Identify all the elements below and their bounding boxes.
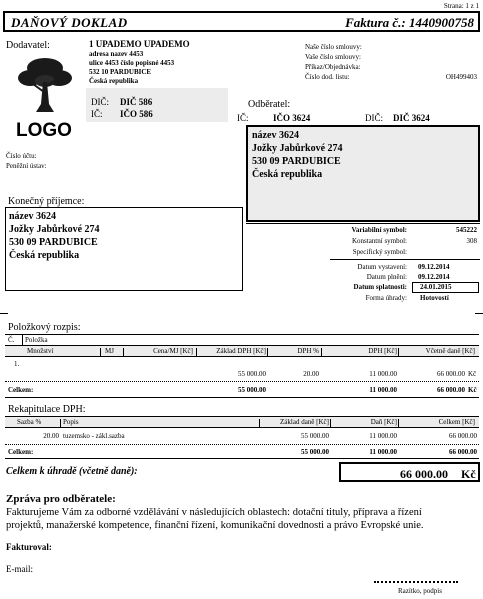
message-title: Zpráva pro odběratele:	[6, 493, 116, 505]
items-row-total: 66 000.00	[437, 370, 465, 378]
invoice-number: Faktura č.: 1440900758	[345, 15, 474, 30]
dates-divider	[330, 259, 480, 260]
contract-yours-label: Vaše číslo smlouvy:	[305, 53, 361, 61]
recap-tick	[330, 419, 331, 427]
taxable-date-value: 09.12.2014	[418, 273, 450, 281]
contract-ours-label: Naše číslo smlouvy:	[305, 43, 362, 51]
delivery-note-value: OH499403	[445, 73, 477, 81]
customer-line3: 530 09 PARDUBICE	[252, 156, 341, 167]
recap-row-vat: 11 000.00	[369, 432, 397, 440]
supplier-label: Dodavatel:	[6, 40, 50, 51]
items-row-divider	[5, 381, 479, 382]
items-col-vat: DPH [Kč]	[368, 347, 397, 355]
customer-line1: název 3624	[252, 130, 299, 141]
constant-symbol-value: 308	[466, 237, 477, 245]
customer-line2: Jožky Jabůrkové 274	[252, 143, 343, 154]
recap-col-base: Základ daně [Kč]	[280, 418, 329, 426]
specific-symbol-label: Specifický symbol:	[352, 248, 407, 256]
items-col-separator	[22, 334, 23, 345]
recap-bottom-line	[5, 458, 479, 459]
page-counter: Strana: 1 z 1	[443, 2, 479, 10]
total-due-currency: Kč	[461, 467, 476, 481]
items-tick	[321, 348, 322, 356]
recap-row-total: 66 000.00	[449, 432, 477, 440]
message-line2: projektů, manažerské kompetence, finanční řízení, komunikační dovednosti a právo Evropské unie.	[6, 520, 424, 531]
items-tick	[100, 348, 101, 356]
items-sum-total: 66 000.00	[437, 386, 465, 394]
items-tick	[196, 348, 197, 356]
recap-tick	[398, 419, 399, 427]
payment-method-value: Hotovostí	[420, 294, 449, 302]
items-top-line	[5, 334, 479, 335]
supplier-dic-value: DIČ 586	[120, 97, 153, 107]
recap-header-row	[5, 416, 479, 428]
separator-tick-right	[475, 313, 483, 314]
total-due-value: 66 000.00	[400, 467, 448, 481]
items-col-base: Základ DPH [Kč]	[216, 347, 266, 355]
due-date-label: Datum splatnosti:	[353, 283, 407, 291]
items-section-title: Položkový rozpis:	[8, 322, 81, 333]
final-recipient-line2: Jožky Jabůrkové 274	[9, 224, 100, 235]
bank-label: Peněžní ústav:	[6, 162, 47, 170]
items-sum-label: Celkem:	[8, 386, 34, 394]
items-col-qty: Množství	[27, 347, 54, 355]
issue-date-label: Datum vystavení:	[357, 263, 407, 271]
items-sum-vat: 11 000.00	[369, 386, 397, 394]
recap-sum-base: 55 000.00	[301, 448, 329, 456]
items-col-vat-pct: DPH %	[297, 347, 319, 355]
final-recipient-line4: Česká republika	[9, 250, 80, 261]
separator-tick-left	[0, 313, 8, 314]
tree-logo-icon	[16, 54, 74, 114]
issued-by-label: Fakturoval:	[6, 542, 52, 552]
customer-label: Odběratel:	[248, 99, 291, 110]
payment-method-label: Forma úhrady:	[365, 294, 407, 302]
items-col-total: Včetně daně [Kč]	[425, 347, 475, 355]
items-bottom-line	[5, 397, 479, 398]
customer-line4: Česká republika	[252, 169, 323, 180]
supplier-line2: ulice 4453 číslo popisné 4453	[89, 59, 175, 67]
items-row-no: 1.	[14, 360, 20, 368]
items-col-unit: MJ	[105, 347, 114, 355]
items-sum-base: 55 000.00	[238, 386, 266, 394]
items-row-currency: Kč	[468, 370, 477, 378]
recap-section-title: Rekapitulace DPH:	[8, 404, 86, 415]
final-recipient-line1: název 3624	[9, 211, 56, 222]
items-row-base: 55 000.00	[238, 370, 266, 378]
items-tick	[123, 348, 124, 356]
order-label: Příkaz/Objednávka:	[305, 63, 361, 71]
logo-text: LOGO	[16, 120, 72, 141]
signature-label: Razítko, podpis	[398, 587, 442, 595]
supplier-ic-value: IČO 586	[120, 109, 153, 119]
items-tick	[267, 348, 268, 356]
items-col-item: Položka	[25, 336, 48, 344]
account-label: Číslo účtu:	[6, 152, 37, 160]
supplier-dic-label: DIČ:	[91, 97, 109, 107]
recap-col-rate: Sazba %	[17, 418, 42, 426]
customer-dic-label: DIČ:	[365, 113, 383, 123]
recap-row-divider	[5, 444, 479, 445]
recap-col-total: Celkem [Kč]	[438, 418, 475, 426]
variable-symbol-label: Variabilní symbol:	[351, 226, 407, 234]
supplier-name: 1 UPADEMO UPADEMO	[89, 39, 190, 49]
message-line1: Fakturujeme Vám za odborné vzdělávání v následujících oblastech: dotační tituly, příprava a řízení	[6, 507, 422, 518]
items-row-vat-pct: 20.00	[303, 370, 319, 378]
variable-symbol-value: 545222	[456, 226, 477, 234]
recap-row-base: 55 000.00	[301, 432, 329, 440]
items-header-row	[5, 345, 479, 357]
customer-ic-label: IČ:	[237, 113, 249, 123]
issue-date-value: 09.12.2014	[418, 263, 450, 271]
recap-col-desc: Popis	[63, 418, 79, 426]
total-due-label: Celkem k úhradě (včetně daně):	[6, 466, 138, 477]
items-col-no: Č.	[8, 336, 15, 344]
email-label: E-mail:	[6, 564, 33, 574]
payment-divider	[246, 223, 480, 224]
recap-row-desc: tuzemsko - zákl.sazba	[63, 432, 125, 440]
items-col-price: Cena/MJ [Kč]	[153, 347, 193, 355]
document-title: DAŇOVÝ DOKLAD	[11, 15, 128, 30]
items-tick	[398, 348, 399, 356]
supplier-line4: Česká republika	[89, 77, 139, 85]
items-row-vat: 11 000.00	[369, 370, 397, 378]
final-recipient-label: Konečný příjemce:	[8, 196, 85, 207]
delivery-note-label: Číslo dod. listu:	[305, 73, 350, 81]
recap-tick	[60, 419, 61, 427]
recap-sum-total: 66 000.00	[449, 448, 477, 456]
taxable-date-label: Datum plnění:	[366, 273, 407, 281]
recap-sum-label: Celkem:	[8, 448, 34, 456]
supplier-line1: adresa nazev 4453	[89, 50, 144, 58]
recap-row-rate: 20.00	[43, 432, 59, 440]
recap-sum-vat: 11 000.00	[369, 448, 397, 456]
final-recipient-line3: 530 09 PARDUBICE	[9, 237, 98, 248]
customer-address-box	[246, 125, 480, 222]
items-sum-currency: Kč	[468, 386, 477, 394]
document-header	[3, 11, 480, 32]
customer-dic-value: DIČ 3624	[393, 113, 430, 123]
recap-tick	[259, 419, 260, 427]
constant-symbol-label: Konstantní symbol:	[351, 237, 407, 245]
due-date-value: 24.01.2015	[420, 283, 452, 291]
supplier-ic-label: IČ:	[91, 109, 103, 119]
customer-ic-value: IČO 3624	[273, 113, 311, 123]
recap-col-vat: Daň [Kč]	[370, 418, 397, 426]
total-due-box	[339, 462, 480, 482]
final-recipient-box	[5, 207, 243, 291]
signature-line	[374, 581, 458, 583]
supplier-line3: 532 10 PARDUBICE	[89, 68, 152, 76]
